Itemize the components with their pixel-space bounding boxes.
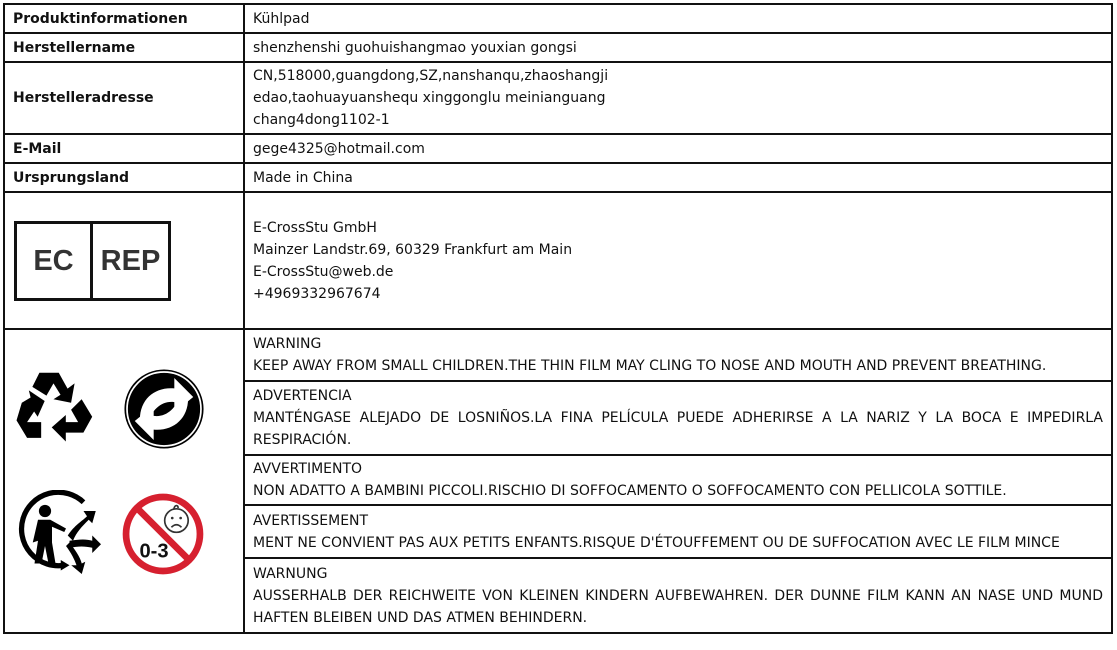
warning-cell-fr (244, 505, 1112, 558)
table-row (4, 33, 1112, 62)
ec-rep-row (4, 192, 1112, 329)
ec-rep-symbol-cell (4, 192, 244, 329)
address-line: CN,518000,guangdong,SZ,nanshanqu,zhaoshangji (253, 68, 609, 84)
table-row (4, 62, 1112, 134)
warning-text: MENT NE CONVIENT PAS AUX PETITS ENFANTS.RISQUE D'ÉTOUFFEMENT OU DE SUFFOCATION AVEC LE FILM MINCE (253, 534, 1060, 551)
warning-title: ADVERTENCIA (253, 387, 352, 404)
ec-rep-address: Mainzer Landstr.69, 60329 Frankfurt am Main (253, 241, 573, 258)
green-dot-icon (121, 366, 207, 452)
ec-rep-email: E-CrossStu@web.de (253, 263, 394, 280)
age-label: 0-3 (139, 540, 169, 563)
row-label: Herstelleradresse (4, 62, 244, 134)
warning-cell-en (244, 329, 1112, 381)
symbols-grid (5, 330, 243, 632)
row-value: Kühlpad (244, 4, 1112, 33)
rep-label: REP (100, 244, 161, 277)
warning-text: AUSSERHALB DER REICHWEITE VON KLEINEN KINDERN AUFBEWAHREN. DER DUNNE FILM KANN AN NASE UND MUND HAFTEN BLEIBEN UND DAS ATMEN BEHINDERN. (253, 587, 1103, 626)
recycle-icon (13, 364, 101, 452)
row-value: shenzhenshi guohuishangmao youxian gongsi (244, 33, 1112, 62)
ec-rep-company: E-CrossStu GmbH (253, 219, 377, 236)
address-line: edao,taohuayuanshequ xinggonglu meinianguang (253, 90, 606, 106)
triman-icon (15, 490, 103, 574)
not-for-children-icon (121, 492, 205, 576)
ec-rep-details (244, 192, 1112, 329)
warning-title: WARNUNG (253, 565, 328, 582)
warning-title: AVERTISSEMENT (253, 512, 369, 529)
warning-row (4, 329, 1112, 381)
warning-text: NON ADATTO A BAMBINI PICCOLI.RISCHIO DI SOFFOCAMENTO O SOFFOCAMENTO CON PELLICOLA SOTTILE. (253, 482, 1007, 499)
warning-cell-de (244, 558, 1112, 633)
address-line: chang4dong1102-1 (253, 112, 390, 128)
address-value (244, 62, 1112, 134)
email-value: gege4325@hotmail.com (244, 134, 1112, 163)
row-label: Ursprungsland (4, 163, 244, 192)
row-value: Made in China (244, 163, 1112, 192)
warning-cell-es (244, 381, 1112, 455)
row-label: Herstellername (4, 33, 244, 62)
warning-title: WARNING (253, 335, 322, 352)
warning-cell-it (244, 455, 1112, 506)
row-label: E-Mail (4, 134, 244, 163)
warning-text: MANTÉNGASE ALEJADO DE LOSNIÑOS.LA FINA PELÍCULA PUEDE ADHERIRSE A LA NARIZ Y LA BOCA E IMPEDIRLA RESPIRACIÓN. (253, 409, 1103, 448)
table-row (4, 134, 1112, 163)
table-row (4, 163, 1112, 192)
warning-title: AVVERTIMENTO (253, 460, 363, 477)
ec-label: EC (17, 224, 93, 298)
table-row (4, 4, 1112, 33)
product-info-table (3, 3, 1113, 634)
warning-text: KEEP AWAY FROM SMALL CHILDREN.THE THIN FILM MAY CLING TO NOSE AND MOUTH AND PREVENT BREATHING. (253, 357, 1047, 374)
symbols-cell (4, 329, 244, 633)
row-label: Produktinformationen (4, 4, 244, 33)
ec-rep-phone: +4969332967674 (253, 285, 381, 302)
ec-rep-icon (14, 221, 171, 301)
